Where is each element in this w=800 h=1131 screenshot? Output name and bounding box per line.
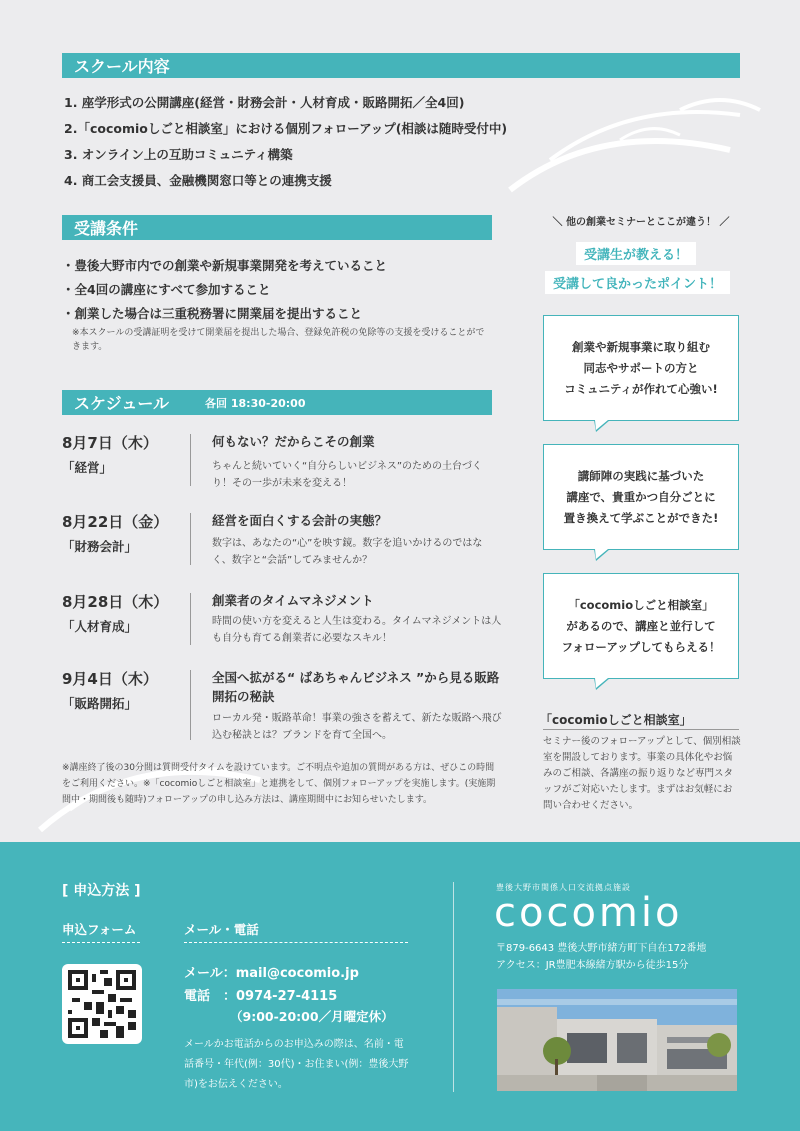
testimonial-bubble <box>543 444 739 550</box>
list-item: ・全4回の講座にすべて参加すること <box>62 282 271 297</box>
qr-code-icon <box>68 970 136 1038</box>
bubble-line: コミュニティが作れて心強い! <box>564 381 718 396</box>
list-item: 3. オンライン上の互助コミュニティ構築 <box>64 147 293 162</box>
school-heading: スクール内容 <box>62 53 740 78</box>
list-item: 1. 座学形式の公開講座(経営・財務会計・人材育成・販路開拓／全4回) <box>64 95 465 110</box>
access: アクセス：JR豊肥本線緒方駅から徒歩15分 <box>496 960 689 971</box>
consult-underline <box>543 729 739 730</box>
schedule-session <box>62 668 502 748</box>
bubble-line: 同志やサポートの方と <box>583 360 699 375</box>
list-item: ・豊後大野市内での創業や新規事業開発を考えていること <box>62 258 388 273</box>
session-title: 創業者のタイムマネジメント <box>212 593 374 608</box>
session-desc: ローカル発・販路革命！事業の強さを蓄えて、新たな販路へ飛び込む秘訣とは？ブランドを育て全国へ。 <box>212 713 502 741</box>
consult-text: セミナー後のフォローアップとして、個別相談室を開設しております。事業の具体化やお悩みのご相談、各講座の振り返りなど専門スタッフがご対応いたします。まずはお気軽にお問い合わせください。 <box>543 736 741 811</box>
schedule-session <box>62 511 502 571</box>
schedule-session <box>62 432 502 492</box>
session-title: 経営を面白くする会計の実態？ <box>212 513 388 528</box>
session-category: 「財務会計」 <box>62 539 138 554</box>
testimonial-bubble <box>543 315 739 421</box>
bubble-tail <box>595 678 608 688</box>
bubble-line: 講師陣の実践に基づいた <box>577 468 705 483</box>
schedule-session <box>62 591 502 651</box>
session-desc: ちゃんと続いていく“自分らしいビジネス”のための土台づくり！その一歩が未来を変える！ <box>212 461 483 489</box>
mail-tel-underline <box>184 942 408 943</box>
form-label-underline <box>62 942 140 943</box>
org-name: 豊後大野市関係人口交流拠点施設 <box>496 883 631 892</box>
footer-divider <box>453 882 454 1092</box>
building-photo <box>497 989 737 1091</box>
session-date: 8月22日（金） <box>62 513 169 531</box>
session-desc: 時間の使い方を変えると人生は変わる。タイムマネジメントは人も自分も育てる創業者に必要なスキル！ <box>212 616 502 644</box>
qr-code[interactable] <box>62 964 142 1044</box>
bubble-line: 「cocomioしごと相談室」 <box>568 597 714 612</box>
bubble-tail <box>595 420 608 430</box>
conditions-heading: 受講条件 <box>62 215 492 240</box>
session-title: 全国へ拡がる“ ばあちゃんビジネス ”から見る販路開拓の秘訣 <box>212 670 500 704</box>
highlight-2: 受講して良かったポイント！ <box>545 271 730 294</box>
session-date: 8月28日（木） <box>62 593 169 611</box>
building-photo-image <box>497 989 737 1091</box>
bubble-tail <box>595 549 608 559</box>
tel-link[interactable]: 電話 ：0974-27-4115 <box>184 989 338 1004</box>
school-list <box>64 90 544 194</box>
hours: （9:00-20:00／月曜定休） <box>230 1009 394 1024</box>
apply-note: メールかお電話からのお申込みの際は、名前・電話番号・年代(例：30代)・お住まい(例：豊後大野市)をお伝えください。 <box>184 1039 409 1090</box>
bubble-line: 創業や新規事業に取り組む <box>572 339 710 354</box>
right-lead: ＼ 他の創業セミナーとここが違う！ ／ <box>552 217 730 228</box>
conditions-list <box>62 254 502 354</box>
schedule-time: 各回 18:30-20:00 <box>205 396 306 410</box>
list-item: 2.「cocomioしごと相談室」における個別フォローアップ(相談は随時受付中) <box>64 121 508 136</box>
session-category: 「経営」 <box>62 460 113 475</box>
list-item: 4. 商工会支援員、金融機関窓口等との連携支援 <box>64 173 332 188</box>
session-category: 「人材育成」 <box>62 619 138 634</box>
form-label: 申込フォーム <box>62 922 137 937</box>
bubble-line: フォローアップしてもらえる！ <box>561 639 721 654</box>
cocomio-logo: cocomio <box>494 890 683 936</box>
divider <box>190 670 191 740</box>
schedule-title: スケジュール <box>74 394 170 413</box>
address: 〒879-6643 豊後大野市緒方町下自在172番地 <box>496 943 707 954</box>
session-desc: 数字は、あなたの“心”を映す鏡。数字を追いかけるのではなく、数字と“会話”してみませんか？ <box>212 538 483 566</box>
highlight-1: 受講生が教える！ <box>576 242 696 265</box>
list-item: ・創業した場合は三重税務署に開業届を提出すること <box>62 306 363 321</box>
session-category: 「販路開拓」 <box>62 696 138 711</box>
mail-tel-label: メール・電話 <box>184 922 259 937</box>
bubble-line: 講座で、貴重かつ自分ごとに <box>566 489 716 504</box>
footer <box>0 842 800 1131</box>
divider <box>190 513 191 565</box>
divider <box>190 593 191 645</box>
session-date: 9月4日（木） <box>62 670 158 688</box>
apply-heading: [ 申込方法 ] <box>62 883 141 899</box>
divider <box>190 434 191 486</box>
schedule-heading <box>62 390 492 415</box>
session-date: 8月7日（木） <box>62 434 158 452</box>
bubble-line: があるので、講座と並行して <box>566 618 716 633</box>
consult-title: 「cocomioしごと相談室」 <box>540 713 692 727</box>
mail-link[interactable]: メール：mail@cocomio.jp <box>184 966 359 981</box>
testimonial-bubble <box>543 573 739 679</box>
session-title: 何もない？だからこその創業 <box>212 434 375 449</box>
schedule-note: ※講座終了後の30分間は質問受付タイムを設けています。ご不明点や追加の質問がある方は、ぜひこの時間をご利用ください。※「cocomioしごと相談室」と連携をして、個別フォローアップを実施します。(実施期間中・期間後も随時)フォローアップの申し込み方法は、講座期間中にお知らせいたします。 <box>62 763 496 805</box>
conditions-note: ※本スクールの受講証明を受けて開業届を提出した場合、登録免許税の免除等の支援を受けることができます。 <box>72 328 485 352</box>
bubble-line: 置き換えて学ぶことができた! <box>563 510 719 525</box>
